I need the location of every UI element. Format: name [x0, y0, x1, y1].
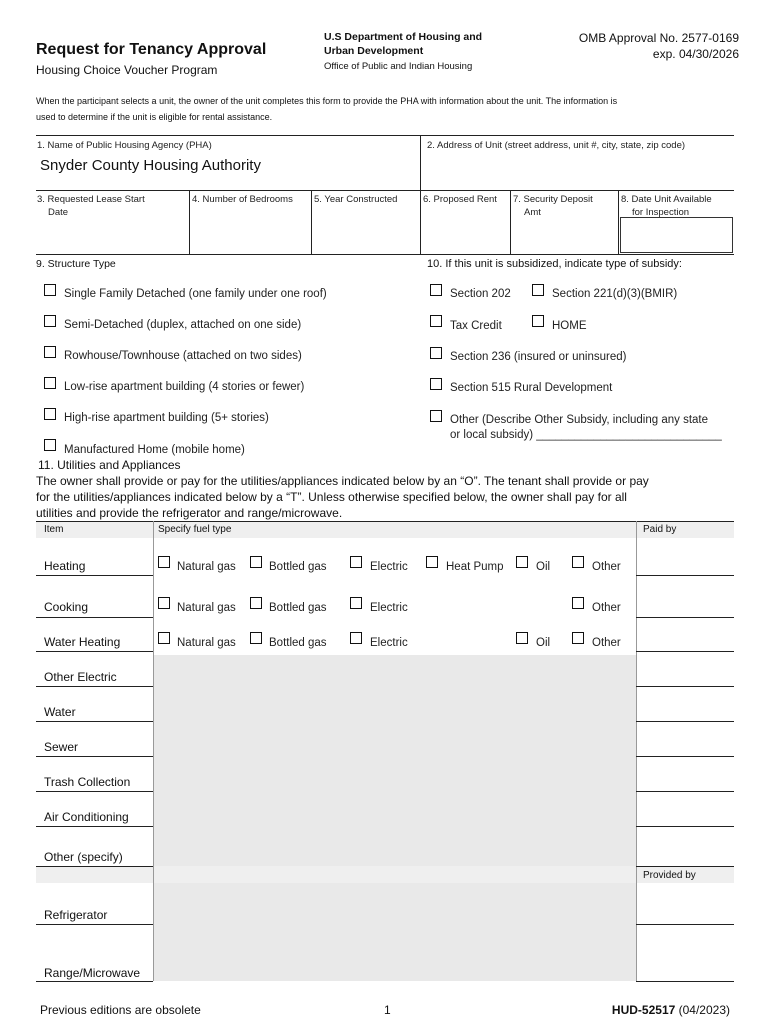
department-line-2: Urban Development [324, 45, 424, 57]
cooking-natural-gas-checkbox[interactable] [158, 597, 170, 609]
omb-expiration: exp. 04/30/2026 [652, 47, 739, 61]
range-provided-by-field[interactable] [638, 926, 733, 980]
subsidy-other-checkbox[interactable] [430, 410, 442, 422]
subsidy-tax-credit-checkbox[interactable] [430, 315, 442, 327]
cooking-bottled-gas-checkbox[interactable] [250, 597, 262, 609]
water-heating-electric-checkbox[interactable] [350, 632, 362, 644]
fuel-option-label: Other [592, 602, 621, 614]
appliance-item-label: Range/Microwave [44, 966, 141, 980]
form-id: HUD-52517 [611, 1003, 676, 1017]
heating-paid-by-field[interactable] [638, 540, 733, 574]
subsidy-section-202-label: Section 202 [450, 288, 511, 300]
water-heating-oil-checkbox[interactable] [516, 632, 528, 644]
structure-semi-detached-checkbox[interactable] [44, 315, 56, 327]
fuel-option-label: Oil [536, 561, 551, 573]
security-deposit-field[interactable] [512, 220, 616, 252]
utility-item-label: Other (specify) [44, 850, 123, 864]
security-deposit-label: 7. Security Deposit [513, 194, 593, 205]
fuel-option-label: Natural gas [177, 561, 236, 573]
year-constructed-label: 5. Year Constructed [314, 194, 398, 205]
subsidy-section-236-checkbox[interactable] [430, 347, 442, 359]
column-provided-by-header: Provided by [643, 870, 696, 881]
structure-manufactured-home-checkbox[interactable] [44, 439, 56, 451]
cooking-paid-by-field[interactable] [638, 577, 733, 616]
fuel-option-label: Bottled gas [269, 637, 327, 649]
subsidy-section-515-checkbox[interactable] [430, 378, 442, 390]
form-number [612, 1003, 730, 1017]
fuel-option-label: Electric [370, 602, 408, 614]
intro-text-line-1: When the participant selects a unit, the owner of the unit completes this form to provide the PHA with information about the unit. The information is [36, 96, 618, 106]
water-paid-by-field[interactable] [638, 688, 733, 720]
bedrooms-label: 4. Number of Bedrooms [192, 194, 293, 205]
fuel-option-label: Electric [370, 561, 408, 573]
appliance-item-label: Refrigerator [44, 908, 108, 922]
structure-rowhouse-checkbox[interactable] [44, 346, 56, 358]
page-number: 1 [384, 1003, 391, 1017]
unit-address-label: 2. Address of Unit (street address, unit #, city, state, zip code) [427, 140, 686, 151]
utility-item-label: Trash Collection [44, 775, 131, 789]
proposed-rent-field[interactable] [422, 208, 508, 252]
structure-option-label: Rowhouse/Townhouse (attached on two sides) [64, 350, 302, 362]
structure-option-label: Semi-Detached (duplex, attached on one side) [64, 319, 302, 331]
fuel-option-label: Oil [536, 637, 551, 649]
water-heating-bottled-gas-checkbox[interactable] [250, 632, 262, 644]
lease-start-label-2: Date [48, 207, 69, 218]
sewer-paid-by-field[interactable] [638, 723, 733, 755]
utility-item-label: Sewer [44, 740, 79, 754]
lease-start-label: 3. Requested Lease Start [37, 194, 145, 205]
water-heating-natural-gas-checkbox[interactable] [158, 632, 170, 644]
column-item-header: Item [44, 524, 64, 535]
fuel-option-label: Natural gas [177, 602, 236, 614]
unit-address-field[interactable] [422, 152, 732, 188]
utilities-heading: 11. Utilities and Appliances [38, 458, 181, 472]
proposed-rent-label: 6. Proposed Rent [423, 194, 497, 205]
subsidy-type-label: 10. If this unit is subsidized, indicate type of subsidy: [427, 258, 682, 270]
other-electric-paid-by-field[interactable] [638, 653, 733, 685]
heating-other-checkbox[interactable] [572, 556, 584, 568]
structure-option-label: Single Family Detached (one family under one roof) [64, 288, 327, 300]
subsidy-other-label: Other (Describe Other Subsidy, including any state [450, 414, 709, 426]
pha-name-field[interactable]: Snyder County Housing Authority [40, 157, 261, 174]
fuel-option-label: Natural gas [177, 637, 236, 649]
utilities-description-line-3: utilities and provide the refrigerator and range/microwave. [36, 506, 343, 520]
utility-item-label: Heating [44, 559, 86, 573]
omb-approval-number: OMB Approval No. 2577-0169 [578, 31, 739, 45]
utility-item-label: Air Conditioning [44, 810, 129, 824]
utilities-description-line-1: The owner shall provide or pay for the utilities/appliances indicated below by an “O”. The tenant shall provide or pay [36, 474, 649, 488]
security-deposit-label-2: Amt [524, 207, 541, 218]
fuel-option-label: Heat Pump [446, 561, 504, 573]
subsidy-section-221-label: Section 221(d)(3)(BMIR) [552, 288, 678, 300]
refrigerator-provided-by-field[interactable] [638, 885, 733, 923]
column-fuel-type-header: Specify fuel type [158, 524, 232, 535]
heating-heat-pump-checkbox[interactable] [426, 556, 438, 568]
column-paid-by-header: Paid by [643, 524, 677, 535]
date-available-field[interactable] [620, 217, 733, 253]
fuel-option-label: Bottled gas [269, 561, 327, 573]
heating-bottled-gas-checkbox[interactable] [250, 556, 262, 568]
form-title: Request for Tenancy Approval [36, 41, 267, 58]
subsidy-home-label: HOME [552, 320, 587, 332]
form-date: (04/2023) [675, 1003, 730, 1017]
water-heating-paid-by-field[interactable] [638, 619, 733, 650]
fuel-option-label: Other [592, 637, 621, 649]
utility-item-label: Cooking [44, 600, 89, 614]
fuel-option-label: Other [592, 561, 621, 573]
subsidy-section-515-label: Section 515 Rural Development [450, 382, 613, 394]
subsidy-section-221-checkbox[interactable] [532, 284, 544, 296]
intro-text-line-2: used to determine if the unit is eligible for rental assistance. [36, 112, 273, 122]
cooking-electric-checkbox[interactable] [350, 597, 362, 609]
bedrooms-field[interactable] [191, 208, 309, 252]
heating-electric-checkbox[interactable] [350, 556, 362, 568]
department-line-1: U.S Department of Housing and [324, 31, 483, 43]
fuel-option-label: Electric [370, 637, 408, 649]
structure-low-rise-checkbox[interactable] [44, 377, 56, 389]
utility-item-label: Water [44, 705, 76, 719]
lease-start-date-field[interactable] [38, 220, 186, 252]
cooking-other-checkbox[interactable] [572, 597, 584, 609]
trash-paid-by-field[interactable] [638, 758, 733, 790]
date-available-label-2: for Inspection [632, 207, 690, 218]
structure-type-label: 9. Structure Type [36, 258, 116, 270]
year-constructed-field[interactable] [313, 208, 418, 252]
structure-option-label: Low-rise apartment building (4 stories or fewer) [64, 381, 305, 393]
air-conditioning-paid-by-field[interactable] [638, 793, 733, 825]
subsidy-section-202-checkbox[interactable] [430, 284, 442, 296]
utilities-description-line-2: for the utilities/appliances indicated below by a “T”. Unless otherwise specified below, the owner shall pay for all [36, 490, 627, 504]
form-subtitle: Housing Choice Voucher Program [36, 63, 218, 77]
subsidy-tax-credit-label: Tax Credit [450, 320, 502, 332]
water-heating-other-checkbox[interactable] [572, 632, 584, 644]
subsidy-section-236-label: Section 236 (insured or uninsured) [450, 351, 627, 363]
footer-obsolete-note: Previous editions are obsolete [40, 1003, 201, 1017]
utility-item-label: Other Electric [44, 670, 117, 684]
heating-natural-gas-checkbox[interactable] [158, 556, 170, 568]
other-specify-paid-by-field[interactable] [638, 828, 733, 865]
date-available-label: 8. Date Unit Available [621, 194, 712, 205]
pha-name-label: 1. Name of Public Housing Agency (PHA) [37, 140, 212, 151]
fuel-option-label: Bottled gas [269, 602, 327, 614]
structure-single-family-checkbox[interactable] [44, 284, 56, 296]
structure-option-label: High-rise apartment building (5+ stories) [64, 412, 269, 424]
structure-option-label: Manufactured Home (mobile home) [64, 444, 245, 456]
subsidy-other-describe-field[interactable]: or local subsidy) _____________________________ [450, 429, 722, 441]
heating-oil-checkbox[interactable] [516, 556, 528, 568]
utility-item-label: Water Heating [44, 635, 121, 649]
office-name: Office of Public and Indian Housing [324, 61, 473, 72]
subsidy-home-checkbox[interactable] [532, 315, 544, 327]
structure-high-rise-checkbox[interactable] [44, 408, 56, 420]
